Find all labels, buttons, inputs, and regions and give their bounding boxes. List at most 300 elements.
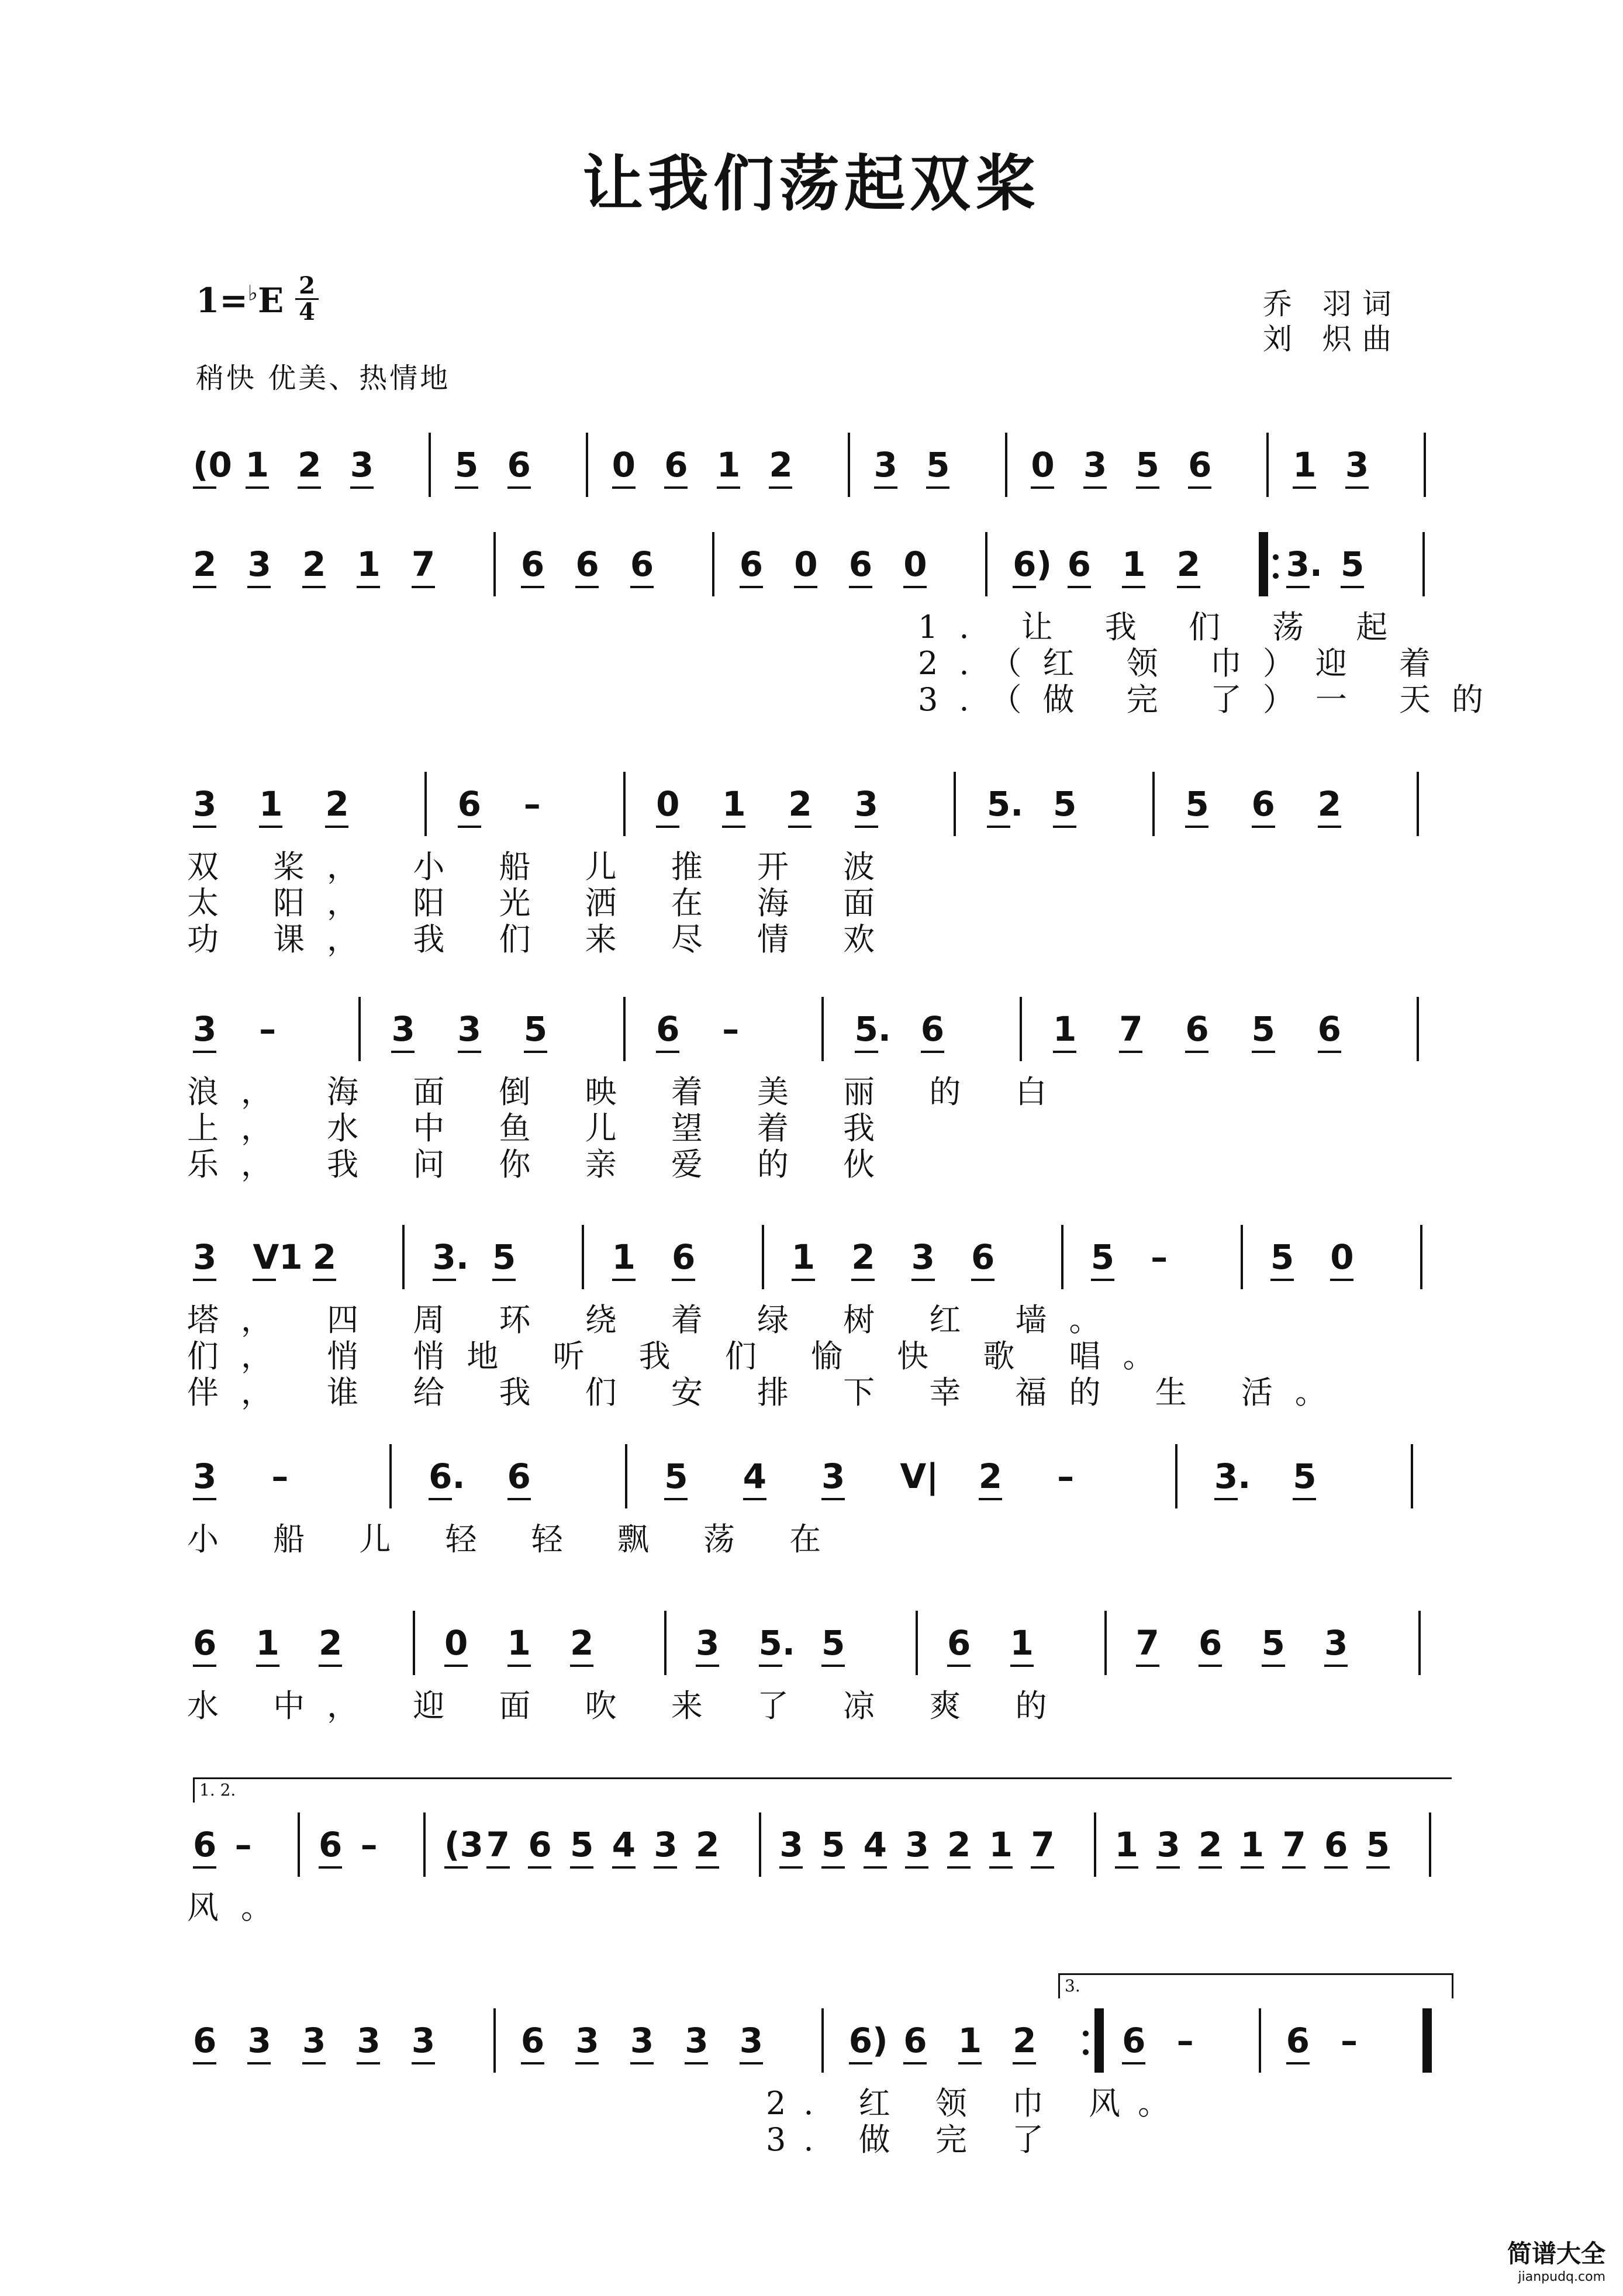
- note: –: [271, 1456, 289, 1496]
- note: 5: [1135, 445, 1159, 485]
- beam: [444, 1665, 468, 1667]
- note: 4: [612, 1825, 636, 1865]
- note: 6: [1251, 784, 1275, 824]
- note: 0: [903, 544, 927, 584]
- note: 3: [854, 784, 878, 824]
- beam: [849, 586, 872, 588]
- note: 2: [696, 1825, 720, 1865]
- beam: [302, 2062, 326, 2064]
- beam: [1136, 1665, 1159, 1667]
- note: 7: [1119, 1009, 1143, 1049]
- note: 3: [350, 445, 374, 485]
- lyric-line: 伴， 谁 给 我 们 安 排 下 幸 福的 生 活。: [187, 1374, 1349, 1411]
- note: 6: [1067, 544, 1091, 584]
- lyric-line: 浪， 海 面 倒 映 着 美 丽 的 白: [187, 1073, 1069, 1110]
- logo-url: jianpudq.com: [1518, 2270, 1605, 2284]
- beam: [193, 2062, 216, 2064]
- barline: [389, 1444, 392, 1508]
- beam: [350, 486, 374, 489]
- beam: [524, 1051, 547, 1053]
- note: 2: [851, 1237, 875, 1277]
- lyricist-credit: 乔 羽词: [1263, 287, 1402, 321]
- note: 6: [520, 544, 545, 584]
- barline: [1175, 1444, 1177, 1508]
- note: 3: [411, 2021, 436, 2060]
- beam: [193, 1498, 216, 1500]
- beam: [1053, 826, 1076, 828]
- note: 6: [193, 2021, 217, 2060]
- beam: [722, 826, 745, 828]
- beam: [1156, 1866, 1180, 1869]
- barline: [424, 772, 427, 836]
- note: –: [1057, 1456, 1075, 1496]
- beam: [521, 586, 544, 588]
- barline: [759, 1812, 761, 1877]
- beam: [1091, 1279, 1114, 1281]
- beam: [429, 1498, 452, 1500]
- barline: [985, 532, 987, 596]
- notation-line: [193, 444, 1462, 515]
- note: 5: [492, 1237, 516, 1277]
- beam: [575, 586, 599, 588]
- note: 5: [1341, 544, 1365, 584]
- note: 6: [528, 1825, 552, 1865]
- note: 1: [791, 1237, 816, 1277]
- lyric-line: 功 课， 我 们 来 尽 情 欢: [187, 921, 897, 958]
- beam: [612, 1279, 636, 1281]
- note: 1: [716, 445, 741, 485]
- note: 6: [457, 784, 481, 824]
- beam: [570, 1866, 593, 1869]
- beam: [570, 1665, 593, 1667]
- beam: [788, 826, 811, 828]
- beam: [455, 486, 478, 489]
- beam: [855, 1051, 878, 1053]
- note: 2: [193, 544, 217, 584]
- beam: [851, 1279, 875, 1281]
- note: (3: [444, 1825, 484, 1865]
- note: 3: [302, 2021, 326, 2060]
- note: 5: [1270, 1237, 1294, 1277]
- beam: [1318, 826, 1341, 828]
- beam: [1270, 1279, 1294, 1281]
- beam: [1013, 2062, 1036, 2064]
- beam: [630, 2062, 654, 2064]
- beam: [1330, 1279, 1353, 1281]
- note: 3: [685, 2021, 709, 2060]
- note: 1: [1053, 1009, 1077, 1049]
- notation-line: [187, 1780, 1462, 1926]
- beam: [1341, 586, 1364, 588]
- note: 6: [664, 445, 688, 485]
- note: 1: [989, 1825, 1013, 1865]
- note: 3: [654, 1825, 678, 1865]
- note: 7: [486, 1825, 510, 1865]
- beam: [1199, 1665, 1222, 1667]
- beam: [971, 1279, 994, 1281]
- note: 3: [873, 445, 897, 485]
- lyric-line: 风。: [187, 1889, 295, 1926]
- note: (0: [193, 445, 232, 485]
- note: –: [1341, 2021, 1358, 2060]
- note: 7: [1282, 1825, 1306, 1865]
- note: 3: [1345, 445, 1369, 485]
- beam: [412, 586, 435, 588]
- beam: [740, 586, 763, 588]
- barline: [623, 772, 626, 836]
- note: –: [259, 1009, 277, 1049]
- beam: [685, 2062, 708, 2064]
- meter-top: 2: [299, 272, 315, 299]
- note: 3: [193, 1237, 217, 1277]
- note: 3: [193, 1456, 217, 1496]
- note: V1: [253, 1237, 303, 1277]
- note: 3: [457, 1009, 481, 1049]
- barline: [664, 1611, 667, 1675]
- note: 6: [848, 544, 873, 584]
- key-signature: [196, 281, 284, 320]
- note: 6: [193, 1825, 217, 1865]
- lyric-line: 2. 红 领 巾 风。: [766, 2085, 1187, 2122]
- beam: [256, 1665, 279, 1667]
- note: 6): [848, 2021, 888, 2060]
- beam: [1010, 1665, 1034, 1667]
- beam: [874, 486, 897, 489]
- lyric-line: 2.（红 领 巾）迎 着: [918, 645, 1452, 682]
- note: 3: [696, 1623, 720, 1663]
- repeat-barline: [1094, 2008, 1104, 2073]
- key-note: E: [257, 281, 284, 320]
- beam: [1282, 1866, 1306, 1869]
- barline: [1411, 1444, 1413, 1508]
- note: –: [234, 1825, 252, 1865]
- repeat-dot: [1083, 2031, 1089, 2036]
- note: 6: [1185, 1009, 1209, 1049]
- beam: [656, 826, 679, 828]
- beam: [656, 1051, 679, 1053]
- note: 5.: [854, 1009, 891, 1049]
- beam: [1199, 1866, 1222, 1869]
- barline: [1061, 1225, 1063, 1289]
- note: 0: [1330, 1237, 1354, 1277]
- note: 2: [312, 1237, 337, 1277]
- note: –: [1151, 1237, 1168, 1277]
- beam: [921, 1051, 944, 1053]
- barline: [402, 1225, 405, 1289]
- beam: [1188, 486, 1211, 489]
- note: 6): [1013, 544, 1052, 584]
- note: 6: [1188, 445, 1212, 485]
- beam: [1293, 486, 1316, 489]
- beam: [193, 1051, 216, 1053]
- beam: [1185, 1051, 1208, 1053]
- notation-line: [187, 1237, 1462, 1411]
- notation-line: [187, 1456, 1462, 1558]
- site-logo: [1507, 2235, 1605, 2284]
- barline: [762, 1225, 764, 1289]
- beam: [696, 1866, 719, 1869]
- beam: [193, 486, 216, 489]
- note: 2: [769, 445, 793, 485]
- note: 1: [1293, 445, 1317, 485]
- note: 3: [1156, 1825, 1180, 1865]
- note: 2: [1317, 784, 1342, 824]
- note: –: [523, 784, 541, 824]
- beam: [1122, 2062, 1145, 2064]
- barline: [493, 2008, 496, 2073]
- barline: [423, 1812, 426, 1877]
- note: 0: [612, 445, 636, 485]
- note: 5: [1293, 1456, 1317, 1496]
- note: 1: [245, 445, 269, 485]
- repeat-barline: [1422, 2008, 1432, 2073]
- note: 5: [1185, 784, 1209, 824]
- beam: [1252, 826, 1275, 828]
- barline: [429, 433, 431, 497]
- beam: [492, 1279, 516, 1281]
- note: 5: [523, 1009, 548, 1049]
- beam: [821, 1866, 845, 1869]
- beam: [1262, 1665, 1285, 1667]
- barline: [358, 997, 361, 1061]
- beam: [1252, 1051, 1275, 1053]
- beam: [391, 1051, 415, 1053]
- beam: [821, 1665, 845, 1667]
- note: 7: [1031, 1825, 1055, 1865]
- note: 2: [1013, 2021, 1037, 2060]
- repeat-dot: [1083, 2049, 1089, 2055]
- barline: [1417, 997, 1419, 1061]
- repeat-barline: [1259, 532, 1268, 596]
- note: 3.: [432, 1237, 469, 1277]
- note: 1: [722, 784, 746, 824]
- beam: [259, 826, 282, 828]
- note: 6: [739, 544, 764, 584]
- beam: [1177, 586, 1200, 588]
- repeat-dot: [1273, 573, 1279, 579]
- note: 3: [193, 1009, 217, 1049]
- beam: [849, 2062, 872, 2064]
- note: 3: [193, 784, 217, 824]
- note: 6: [1286, 2021, 1310, 2060]
- beam: [855, 826, 878, 828]
- notation-line: [187, 1622, 1462, 1724]
- barline: [1152, 772, 1155, 836]
- note: 1: [612, 1237, 636, 1277]
- note: 1: [357, 544, 381, 584]
- note: 3: [247, 2021, 271, 2060]
- beam: [1115, 1866, 1138, 1869]
- lyric-line: 双 桨， 小 船 儿 推 开 波: [187, 848, 897, 885]
- beam: [905, 1866, 928, 1869]
- beam: [325, 826, 348, 828]
- beam: [1053, 1051, 1076, 1053]
- beam: [507, 1498, 531, 1500]
- note: –: [722, 1009, 740, 1049]
- beam: [1122, 586, 1145, 588]
- note: 3: [779, 1825, 803, 1865]
- note: –: [360, 1825, 378, 1865]
- volta-bracket: [193, 1777, 1452, 1803]
- note: 2: [298, 445, 322, 485]
- beam: [779, 1866, 803, 1869]
- note: 3: [247, 544, 271, 584]
- beam: [947, 1866, 971, 1869]
- note: 6: [1317, 1009, 1342, 1049]
- note: 1: [259, 784, 283, 824]
- beam: [979, 1498, 1002, 1500]
- note: 6: [1122, 2021, 1146, 2060]
- barline: [586, 433, 588, 497]
- barline: [712, 532, 714, 596]
- barline: [413, 1611, 415, 1675]
- beam: [575, 2062, 599, 2064]
- notation-line: [193, 1976, 1462, 2158]
- barline: [821, 997, 824, 1061]
- note: 2: [319, 1623, 343, 1663]
- beam: [1324, 1665, 1348, 1667]
- note: 3.: [1214, 1456, 1251, 1496]
- note: 6: [1324, 1825, 1348, 1865]
- note: 6: [1199, 1623, 1223, 1663]
- barline: [848, 433, 850, 497]
- beam: [664, 1498, 688, 1500]
- note: 5.: [986, 784, 1024, 824]
- beam: [458, 826, 481, 828]
- note: V|: [900, 1456, 939, 1496]
- note: 2: [947, 1825, 971, 1865]
- barline: [954, 772, 956, 836]
- note: 6: [507, 1456, 531, 1496]
- page-title: 让我们荡起双桨: [582, 147, 1041, 219]
- note: 4: [863, 1825, 888, 1865]
- note: 0: [1031, 445, 1055, 485]
- note: 5: [1090, 1237, 1115, 1277]
- beam: [507, 1665, 531, 1667]
- composer-credit: 刘 炽曲: [1263, 322, 1402, 356]
- note: 4: [743, 1456, 766, 1496]
- note: 6: [507, 445, 531, 485]
- beam: [247, 2062, 271, 2064]
- note: 6: [920, 1009, 945, 1049]
- barline: [1424, 433, 1426, 497]
- repeat-dot: [1273, 554, 1279, 560]
- beam: [1013, 586, 1036, 588]
- beam: [1286, 2062, 1310, 2064]
- beam: [1366, 1866, 1390, 1869]
- beam: [792, 1279, 815, 1281]
- barline: [1420, 1225, 1422, 1289]
- beam: [740, 2062, 763, 2064]
- beam: [612, 486, 636, 489]
- note: 1: [1240, 1825, 1265, 1865]
- beam: [357, 2062, 380, 2064]
- note: 6: [656, 1009, 680, 1049]
- beam: [298, 486, 321, 489]
- beam: [696, 1665, 719, 1667]
- note: 5: [1053, 784, 1077, 824]
- note: 6.: [429, 1456, 465, 1496]
- beam: [612, 1866, 636, 1869]
- beam: [521, 2062, 544, 2064]
- beam: [987, 826, 1010, 828]
- note: 1: [1010, 1623, 1034, 1663]
- beam: [1345, 486, 1369, 489]
- note: 5: [570, 1825, 594, 1865]
- note: 2: [570, 1623, 594, 1663]
- beam: [528, 1866, 551, 1869]
- beam: [1083, 486, 1107, 489]
- volta-bracket: [1058, 1973, 1453, 1998]
- barline: [1422, 532, 1425, 596]
- note: 3.: [1286, 544, 1322, 584]
- note: 5.: [758, 1623, 795, 1663]
- beam: [1185, 826, 1208, 828]
- lyric-line: 太 阳， 阳 光 洒 在 海 面: [187, 885, 897, 921]
- logo-name: 简谱大全: [1507, 2239, 1605, 2268]
- note: 5: [454, 445, 479, 485]
- note: 0: [444, 1623, 468, 1663]
- beam: [193, 586, 216, 588]
- notation-line: [187, 783, 1462, 958]
- beam: [903, 586, 927, 588]
- note: 3: [905, 1825, 929, 1865]
- barline: [1104, 1611, 1107, 1675]
- beam: [193, 826, 216, 828]
- beam: [1286, 586, 1310, 588]
- beam: [302, 586, 326, 588]
- note: 2: [1199, 1825, 1223, 1865]
- barline: [1266, 433, 1269, 497]
- barline: [1418, 1611, 1421, 1675]
- lyric-line: 上， 水 中 鱼 儿 望 着 我: [187, 1110, 897, 1147]
- note: 5: [1366, 1825, 1390, 1865]
- note: 1: [958, 2021, 982, 2060]
- note: 7: [411, 544, 436, 584]
- beam: [1318, 1051, 1341, 1053]
- flat-sign: ♭: [247, 281, 258, 306]
- beam: [444, 1866, 468, 1869]
- beam: [193, 1866, 216, 1869]
- beam: [412, 2062, 435, 2064]
- note: 6: [630, 544, 654, 584]
- beam: [743, 1498, 766, 1500]
- beam: [1293, 1498, 1316, 1500]
- note: –: [1176, 2021, 1194, 2060]
- volta-label: 1. 2.: [199, 1780, 236, 1800]
- note: 1: [1122, 544, 1146, 584]
- beam: [1214, 1498, 1238, 1500]
- beam: [664, 486, 688, 489]
- barline: [582, 1225, 584, 1289]
- note: 5: [1261, 1623, 1285, 1663]
- note: 6: [672, 1237, 696, 1277]
- barline: [1241, 1225, 1243, 1289]
- note: 6: [319, 1825, 343, 1865]
- beam: [769, 486, 792, 489]
- beam: [253, 1279, 276, 1281]
- beam: [486, 1866, 510, 1869]
- key-prefix: 1=: [196, 281, 248, 320]
- note: 6: [575, 544, 599, 584]
- beam: [1068, 586, 1091, 588]
- beam: [989, 1866, 1013, 1869]
- beam: [246, 486, 269, 489]
- barline: [625, 1444, 627, 1508]
- beam: [654, 1866, 677, 1869]
- note: 3: [739, 2021, 764, 2060]
- note: 5: [821, 1825, 845, 1865]
